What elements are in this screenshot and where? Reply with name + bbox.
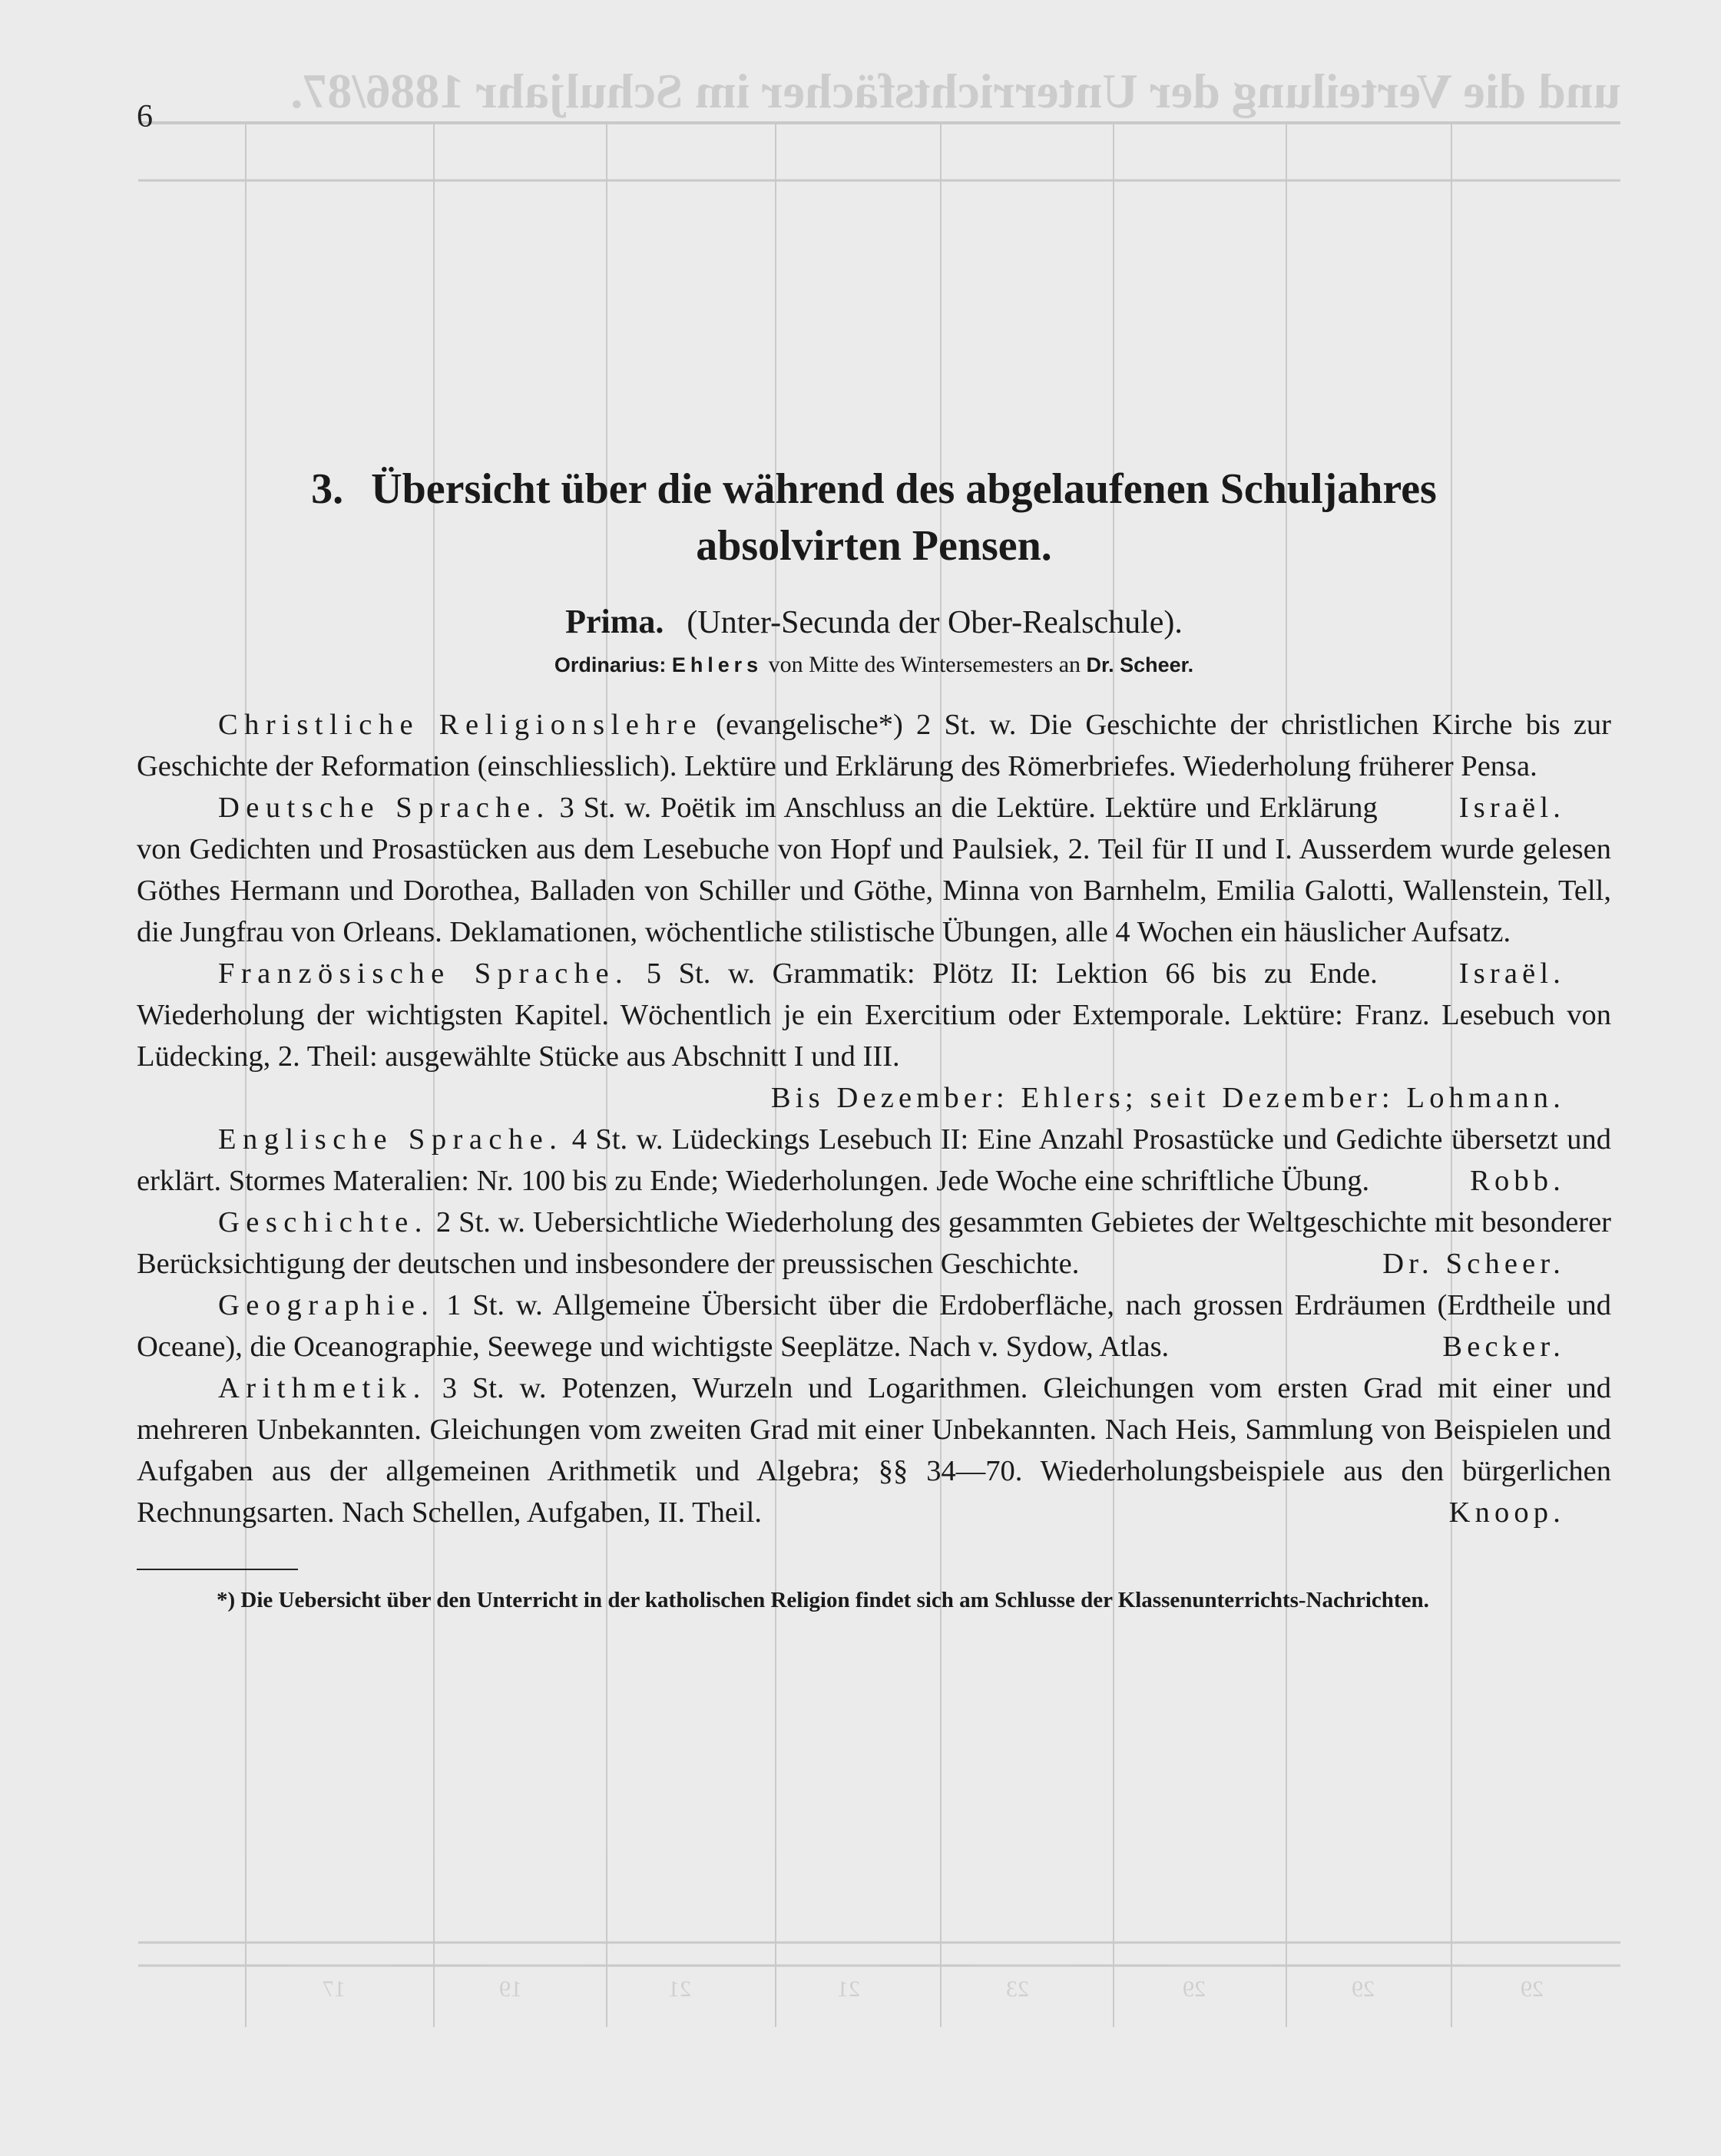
subject-teacher: Robb.	[1470, 1165, 1565, 1197]
class-heading	[137, 602, 1611, 641]
class-name: Prima.	[565, 603, 664, 640]
footnote-divider	[137, 1569, 298, 1570]
ordinarius-name2: Dr. Scheer.	[1086, 653, 1194, 676]
subject-geschichte	[137, 1202, 1611, 1285]
subject-name: Christliche Religionslehre	[218, 709, 703, 741]
subject-englisch	[137, 1119, 1611, 1202]
bleed-total-2: 29	[1352, 1976, 1375, 2002]
subject-teacher: Dr. Scheer.	[1382, 1248, 1565, 1280]
bleed-total-5: 21	[837, 1976, 860, 2002]
ordinarius-name1: Ehlers	[671, 653, 763, 676]
subject-name: Arithmetik.	[218, 1372, 427, 1404]
page-number: 6	[137, 99, 153, 134]
subject-name: Deutsche Sprache.	[218, 792, 551, 824]
subject-name: Englische Sprache.	[218, 1123, 564, 1156]
subject-teacher: Israël.	[1458, 792, 1565, 824]
subject-teacher: Knoop.	[1448, 1496, 1565, 1529]
ordinarius-label: Ordinarius:	[554, 653, 667, 676]
subject-text: 2 St. w. Uebersichtliche Wiederholung des gesammten Gebietes der Weltgeschichte mit besonderer Berücksichtigung der deutschen und insbesondere der preussischen Geschichte.	[137, 1206, 1612, 1280]
footnote: *) Die Uebersicht über den Unterricht in der katholischen Religion findet sich am Schlusse der Klassenunterrichts-Nachrichten.	[217, 1588, 1429, 1612]
subject-text: (evangelische*) 2 St. w. Die Geschichte der christlichen Kirche bis zur Geschichte der Reformation (einschliesslich). Lektüre und Erklärung des Römerbriefes. Wiederholung früherer Pensa.	[137, 709, 1612, 782]
subject-arithmetik	[137, 1367, 1611, 1533]
subject-teacher: Becker.	[1442, 1331, 1565, 1363]
subject-teacher: Israël.	[1458, 957, 1565, 990]
bleed-total-7: 19	[499, 1976, 522, 2002]
bleed-total-3: 29	[1183, 1976, 1206, 2002]
class-subtitle: (Unter-Secunda der Ober-Realschule).	[687, 605, 1183, 640]
bleed-total-1: 29	[1521, 1976, 1544, 2002]
subject-teacher: Bis Dezember: Ehlers; seit Dezember: Lohmann.	[770, 1082, 1565, 1114]
main-content	[137, 461, 1611, 1615]
subject-text: 3 St. w. Potenzen, Wurzeln und Logarithmen. Gleichungen vom ersten Grad mit einer und mehreren Unbekannten. Gleichungen vom zweiten Grad mit einer Unbekannten. Nach Heis, Sammlung von Beispielen und Aufgaben aus der allgemeinen Arithmetik und Algebra; §§ 34—70. Wiederholungsbeispiele aus den bürgerlichen Rechnungsarten. Nach Schellen, Aufgaben, II. Theil.	[137, 1372, 1612, 1529]
subject-text: 5 St. w. Grammatik: Plötz II: Lektion 66 bis zu Ende. Wiederholung der wichtigsten Kapitel. Wöchentlich je ein Exercitium oder Extemporale. Lektüre: Franz. Lesebuch von Lüdecking, 2. Theil: ausgewählte Stücke aus Abschnitt I und III.	[137, 957, 1611, 1073]
bleed-total-8: 17	[323, 1976, 346, 2002]
ordinarius-middle: von Mitte des Wintersemesters an	[768, 652, 1081, 677]
bleed-header-text: und die Verteilung der Unterrichtsfächer im Schuljahr 1886/87.	[290, 64, 1620, 118]
section-title-line1: Übersicht über die während des abgelaufenen Schuljahres	[371, 465, 1437, 513]
subject-name: Französische Sprache.	[218, 957, 630, 990]
bleed-total-4: 23	[1006, 1976, 1029, 2002]
bleed-total-6: 21	[668, 1976, 691, 2002]
section-title-line2: absolvirten Pensen.	[696, 522, 1052, 570]
subject-name: Geschichte.	[218, 1206, 429, 1238]
ordinarius-line	[137, 652, 1611, 678]
subject-geographie	[137, 1285, 1611, 1367]
section-title	[137, 461, 1611, 574]
subject-text: 4 St. w. Lüdeckings Lesebuch II: Eine Anzahl Prosastücke und Gedichte übersetzt und erklärt. Stormes Materalien: Nr. 100 bis zu Ende; Wiederholungen. Jede Woche eine schriftliche Übung.	[137, 1123, 1612, 1197]
subject-name: Geographie.	[218, 1289, 435, 1321]
section-number: 3.	[311, 465, 344, 513]
subject-text: 1 St. w. Allgemeine Übersicht über die Erdoberfläche, nach grossen Erdräumen (Erdtheile und Oceane), die Oceanographie, Seewege und wichtigste Seeplätze. Nach v. Sydow, Atlas.	[137, 1289, 1611, 1363]
subject-text: 3 St. w. Poëtik im Anschluss an die Lektüre. Lektüre und Erklärung von Gedichten und Prosastücken aus dem Lesebuche von Hopf und Paulsiek, 2. Teil für II und I. Ausserdem wurde gelesen Göthes Hermann und Dorothea, Balladen von Schiller und Göthe, Minna von Barnhelm, Emilia Galotti, Wallenstein, Tell, die Jungfrau von Orleans. Deklamationen, wöchentliche stilistische Übungen, alle 4 Wochen ein häuslicher Aufsatz.	[137, 792, 1611, 948]
